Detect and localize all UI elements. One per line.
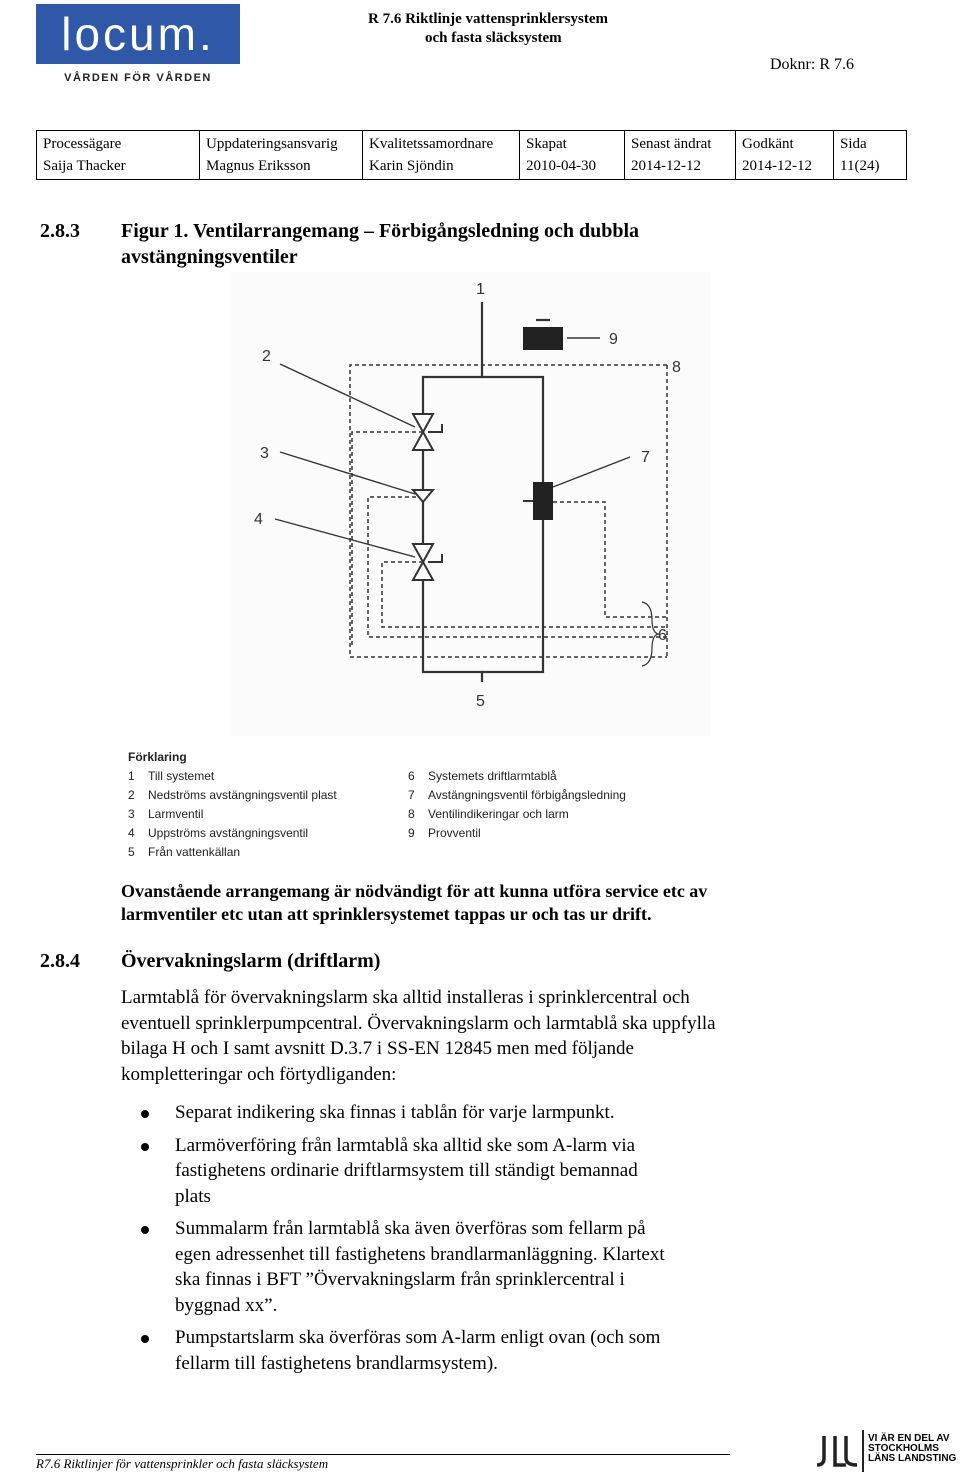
sll-logo-stroke bbox=[817, 1436, 824, 1465]
legend-num: 3 bbox=[128, 807, 135, 821]
list-item bbox=[121, 1100, 761, 1126]
figure-note bbox=[121, 880, 707, 926]
legend-text: Ventilindikeringar och larm bbox=[428, 807, 569, 821]
meta-cell-changed bbox=[625, 131, 736, 180]
list-item bbox=[121, 1216, 761, 1318]
diagram-label-5: 5 bbox=[476, 693, 485, 710]
legend-text: Larmventil bbox=[148, 807, 204, 821]
figure-title-line2: avstängningsventiler bbox=[121, 246, 298, 268]
section-title-284: Övervakningslarm (driftlarm) bbox=[121, 950, 381, 972]
legend-item bbox=[128, 767, 408, 786]
section-number-284: 2.8.4 bbox=[40, 950, 80, 972]
legend-num: 4 bbox=[128, 826, 135, 840]
meta-header: Sida bbox=[840, 136, 867, 152]
document-title bbox=[368, 10, 608, 48]
legend-item bbox=[408, 767, 626, 786]
document-number: Doknr: R 7.6 bbox=[770, 56, 854, 73]
paragraph-line: eventuell sprinklerpumpcentral. Övervakningslarm och larmtablå ska uppfylla bbox=[121, 1012, 716, 1034]
meta-header: Uppdateringsansvarig bbox=[206, 136, 338, 152]
meta-cell-approved bbox=[736, 131, 834, 180]
logo-text: locum. bbox=[61, 8, 215, 60]
meta-value: Magnus Eriksson bbox=[206, 158, 311, 174]
figure-title bbox=[121, 218, 639, 270]
legend-text: Från vattenkällan bbox=[148, 845, 241, 859]
legend-title: Förklaring bbox=[128, 750, 187, 764]
document-meta-table bbox=[36, 130, 907, 180]
logo-tagline: VÅRDEN FÖR VÅRDEN bbox=[64, 72, 212, 84]
legend-column-right bbox=[408, 767, 626, 862]
legend-item bbox=[128, 843, 408, 862]
meta-value: Saija Thacker bbox=[43, 158, 126, 174]
document-title-line1: R 7.6 Riktlinje vattensprinklersystem bbox=[368, 11, 608, 27]
meta-cell-page bbox=[834, 131, 907, 180]
legend-num: 1 bbox=[128, 769, 135, 783]
legend-num: 7 bbox=[408, 788, 415, 802]
section-284-paragraph bbox=[121, 985, 716, 1087]
meta-cell-updater bbox=[200, 131, 363, 180]
legend-num: 8 bbox=[408, 807, 415, 821]
meta-cell-owner bbox=[37, 131, 200, 180]
diagram-label-1: 1 bbox=[476, 281, 485, 298]
meta-header: Processägare bbox=[43, 136, 122, 152]
meta-header: Godkänt bbox=[742, 136, 794, 152]
list-item-line: Summalarm från larmtablå ska även överföras som fellarm på bbox=[175, 1218, 646, 1239]
meta-value: 11(24) bbox=[840, 158, 880, 174]
legend-num: 6 bbox=[408, 769, 415, 783]
legend-num: 9 bbox=[408, 826, 415, 840]
legend-item bbox=[128, 805, 408, 824]
sll-line: VI ÄR EN DEL AV bbox=[868, 1433, 950, 1444]
figure-legend bbox=[128, 748, 688, 862]
diagram-label-4: 4 bbox=[254, 511, 263, 528]
sll-line: LÄNS LANDSTING bbox=[868, 1453, 957, 1464]
sll-logo-divider bbox=[862, 1430, 864, 1472]
footer-text: R7.6 Riktlinjer för vattensprinkler och fasta släcksystem bbox=[36, 1456, 329, 1471]
legend-column-left bbox=[128, 767, 408, 862]
diagram-background bbox=[230, 272, 710, 736]
meta-value: 2014-12-12 bbox=[631, 158, 701, 174]
document-title-line2: och fasta släcksystem bbox=[425, 30, 562, 46]
list-item-line: ska finnas i BFT ”Övervakningslarm från sprinklercentral i bbox=[175, 1269, 625, 1290]
test-valve-body bbox=[523, 327, 563, 350]
list-item-line: byggnad xx”. bbox=[175, 1294, 278, 1316]
list-item bbox=[121, 1133, 761, 1210]
paragraph-line: bilaga H och I samt avsnitt D.3.7 i SS-EN 12845 men med följande bbox=[121, 1038, 634, 1059]
list-item-line: plats bbox=[175, 1185, 211, 1207]
diagram-label-6: 6 bbox=[658, 627, 667, 644]
legend-item bbox=[128, 824, 408, 843]
legend-text: Avstängningsventil förbigångsledning bbox=[428, 788, 626, 802]
legend-item bbox=[408, 805, 626, 824]
meta-header: Kvalitetssamordnare bbox=[369, 136, 494, 152]
section-number-283: 2.8.3 bbox=[40, 220, 80, 242]
legend-text: Till systemet bbox=[148, 769, 215, 783]
diagram-label-2: 2 bbox=[262, 348, 271, 365]
sll-logo-icon bbox=[812, 1432, 862, 1470]
list-item-line: Pumpstartslarm ska överföras som A-larm enligt ovan (och som bbox=[175, 1327, 661, 1348]
sll-line: STOCKHOLMS bbox=[868, 1443, 939, 1454]
paragraph-line: Larmtablå för övervakningslarm ska alltid installeras i sprinklercentral och bbox=[121, 987, 690, 1008]
meta-cell-created bbox=[520, 131, 625, 180]
legend-num: 5 bbox=[128, 845, 135, 859]
list-item-line: fastighetens ordinarie driftlarmsystem till ständigt bemannad bbox=[175, 1160, 638, 1181]
diagram-label-7: 7 bbox=[641, 449, 650, 466]
meta-cell-coordinator bbox=[363, 131, 520, 180]
list-item-line: egen adressenhet till fastighetens brandlarmanläggning. Klartext bbox=[175, 1243, 665, 1265]
paragraph-line: kompletteringar och förtydliganden: bbox=[121, 1063, 397, 1085]
valve-arrangement-diagram bbox=[230, 272, 710, 736]
meta-value: 2010-04-30 bbox=[526, 158, 596, 174]
legend-text: Uppströms avstängningsventil bbox=[148, 826, 309, 840]
requirements-list bbox=[121, 1100, 761, 1383]
figure-note-line1: Ovanstående arrangemang är nödvändigt för att kunna utföra service etc av bbox=[121, 881, 708, 901]
list-item-line: Larmöverföring från larmtablå ska alltid ske som A-larm via bbox=[175, 1134, 636, 1156]
legend-num: 2 bbox=[128, 788, 135, 802]
sll-logo-text bbox=[868, 1434, 956, 1464]
diagram-label-8: 8 bbox=[672, 359, 681, 376]
meta-header: Skapat bbox=[526, 136, 567, 152]
list-item bbox=[121, 1325, 761, 1376]
sll-logo-stroke bbox=[846, 1436, 857, 1465]
meta-value: 2014-12-12 bbox=[742, 158, 812, 174]
list-item-line: Separat indikering ska finnas i tablån för varje larmpunkt. bbox=[175, 1102, 615, 1123]
legend-text: Provventil bbox=[428, 826, 481, 840]
figure-title-line1: Figur 1. Ventilarrangemang – Förbigångsledning och dubbla bbox=[121, 220, 640, 242]
meta-value: Karin Sjöndin bbox=[369, 158, 454, 174]
legend-text: Nedströms avstängningsventil plast bbox=[148, 788, 337, 802]
legend-item bbox=[408, 786, 626, 805]
diagram-label-9: 9 bbox=[609, 331, 618, 348]
meta-header: Senast ändrat bbox=[631, 136, 712, 152]
legend-text: Systemets driftlarmtablå bbox=[428, 769, 557, 783]
bypass-valve-body bbox=[533, 482, 553, 520]
list-item-line: fellarm till fastighetens brandlarmsystem). bbox=[175, 1352, 498, 1374]
legend-item bbox=[408, 824, 626, 843]
legend-item bbox=[128, 786, 408, 805]
footer-divider bbox=[36, 1454, 730, 1455]
diagram-label-3: 3 bbox=[260, 445, 269, 462]
figure-note-line2: larmventiler etc utan att sprinklersystemet tappas ur och tas ur drift. bbox=[121, 904, 652, 924]
